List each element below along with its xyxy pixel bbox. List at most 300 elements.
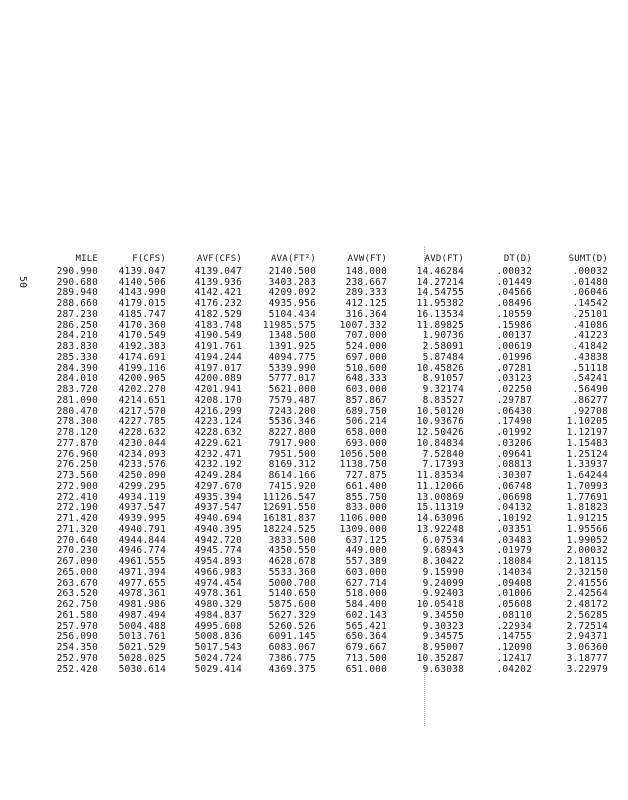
cell-cumulative-time: .56490 — [572, 384, 608, 395]
cell-avg-area: 4935.956 — [268, 298, 316, 309]
cell-mile: 270.230 — [56, 545, 98, 557]
cell-travel-time: .04566 — [496, 287, 532, 299]
cell-travel-time: .09641 — [496, 448, 532, 460]
cell-travel-time: .01996 — [496, 351, 532, 363]
cell-cumulative-time: 1.91215 — [566, 513, 608, 524]
cell-avg-width: 661.400 — [345, 480, 387, 492]
cell-avg-width: 518.000 — [345, 588, 387, 600]
cell-avg-area: 7951.500 — [268, 448, 316, 460]
cell-avg-area: 5104.434 — [268, 308, 316, 320]
cell-avg-depth: 10.05418 — [416, 599, 464, 610]
cell-avg-flow: 4208.170 — [194, 394, 242, 406]
cell-avg-depth: 14.46284 — [416, 265, 464, 277]
cell-travel-time: .06748 — [496, 480, 532, 492]
cell-avg-width: 651.000 — [345, 663, 387, 675]
cell-flow: 4170.360 — [118, 319, 166, 331]
cell-travel-time: .09408 — [496, 577, 532, 589]
cell-flow: 4971.394 — [118, 566, 166, 578]
cell-mile: 276.960 — [56, 448, 98, 460]
cell-avg-flow: 4182.529 — [194, 308, 242, 320]
cell-avg-width: 1056.500 — [339, 448, 387, 460]
cell-avg-flow: 4201.941 — [194, 384, 242, 395]
cell-avg-width: 449.000 — [345, 545, 387, 557]
cell-travel-time: .06430 — [496, 405, 532, 417]
cell-avg-area: 5536.346 — [268, 416, 316, 428]
cell-avg-depth: 15.11319 — [416, 502, 464, 514]
cell-travel-time: .03206 — [496, 437, 532, 449]
cell-flow: 4227.785 — [118, 416, 166, 428]
cell-travel-time: .01006 — [496, 588, 532, 600]
cell-travel-time: .10192 — [496, 513, 532, 524]
cell-flow: 4977.655 — [118, 577, 166, 589]
cell-avg-depth: 10.93676 — [416, 416, 464, 428]
cell-flow: 4217.570 — [118, 405, 166, 417]
cell-avg-flow: 4191.761 — [194, 341, 242, 352]
cell-travel-time: .12090 — [496, 642, 532, 653]
cell-flow: 5013.761 — [118, 631, 166, 643]
cell-avg-depth: 7.17393 — [422, 459, 464, 471]
cell-avg-flow: 4954.893 — [194, 556, 242, 567]
cell-flow: 5030.614 — [118, 663, 166, 675]
cell-travel-time: .03483 — [496, 534, 532, 546]
cell-avg-area: 8169.312 — [268, 459, 316, 471]
cell-avg-depth: 13.92248 — [416, 523, 464, 535]
cell-avg-width: 506.214 — [345, 416, 387, 428]
cell-flow: 4192.383 — [118, 341, 166, 352]
cell-avg-depth: 2.58091 — [422, 341, 464, 352]
cell-flow: 4939.995 — [118, 513, 166, 524]
cell-flow: 4940.791 — [118, 523, 166, 535]
cell-avg-area: 4628.678 — [268, 556, 316, 567]
cell-mile: 283.720 — [56, 384, 98, 395]
header-mile: MILE — [75, 254, 98, 264]
cell-flow: 4230.044 — [118, 437, 166, 449]
cell-avg-width: 603.000 — [345, 384, 387, 395]
cell-avg-width: 679.667 — [345, 642, 387, 653]
cell-avg-width: 524.000 — [345, 341, 387, 352]
cell-avg-flow: 4980.329 — [194, 599, 242, 610]
cell-avg-width: 855.750 — [345, 491, 387, 503]
cell-flow: 4202.270 — [118, 384, 166, 395]
cell-travel-time: .22934 — [496, 620, 532, 632]
cell-travel-time: .08813 — [496, 459, 532, 471]
cell-avg-depth: 1.90736 — [422, 330, 464, 342]
cell-travel-time: .00032 — [496, 265, 532, 277]
cell-avg-width: 1106.000 — [339, 513, 387, 524]
cell-mile: 254.350 — [56, 642, 98, 653]
cell-mile: 271.420 — [56, 513, 98, 524]
cell-avg-width: 1138.750 — [339, 459, 387, 471]
cell-mile: 290.680 — [56, 276, 98, 288]
cell-avg-area: 2140.500 — [268, 265, 316, 277]
cell-avg-depth: 8.91057 — [422, 373, 464, 385]
cell-avg-flow: 4942.720 — [194, 534, 242, 546]
cell-mile: 252.970 — [56, 652, 98, 664]
cell-cumulative-time: .54241 — [572, 373, 608, 385]
cell-avg-depth: 11.89825 — [416, 319, 464, 331]
cell-avg-flow: 4197.017 — [194, 362, 242, 374]
cell-avg-width: 689.750 — [345, 405, 387, 417]
cell-mile: 286.250 — [56, 319, 98, 331]
cell-travel-time: .14755 — [496, 631, 532, 643]
cell-avg-depth: 14.63096 — [416, 513, 464, 524]
cell-avg-width: 693.000 — [345, 437, 387, 449]
cell-avg-area: 5000.700 — [268, 577, 316, 589]
cell-avg-area: 8227.800 — [268, 427, 316, 438]
cell-travel-time: .17490 — [496, 416, 532, 428]
cell-avg-width: 289.333 — [345, 287, 387, 299]
cell-cumulative-time: 2.32150 — [566, 566, 608, 578]
cell-avg-area: 12691.550 — [262, 502, 316, 514]
cell-avg-depth: 9.24099 — [422, 577, 464, 589]
cell-avg-width: 707.000 — [345, 330, 387, 342]
cell-mile: 272.190 — [56, 502, 98, 514]
cell-mile: 283.830 — [56, 341, 98, 352]
cell-avg-area: 7386.775 — [268, 652, 316, 664]
cell-avg-area: 5777.017 — [268, 373, 316, 385]
cell-mile: 252.420 — [56, 663, 98, 675]
cell-cumulative-time: 2.41556 — [566, 577, 608, 589]
cell-mile: 277.870 — [56, 437, 98, 449]
cell-cumulative-time: 2.42564 — [566, 588, 608, 600]
cell-avg-depth: 5.87484 — [422, 351, 464, 363]
cell-avg-flow: 4249.284 — [194, 470, 242, 481]
cell-avg-flow: 4978.361 — [194, 588, 242, 600]
cell-cumulative-time: 1.12197 — [566, 427, 608, 438]
cell-mile: 285.330 — [56, 351, 98, 363]
cell-mile: 261.580 — [56, 609, 98, 621]
cell-travel-time: .18084 — [496, 556, 532, 567]
cell-avg-area: 7415.920 — [268, 480, 316, 492]
cell-avg-flow: 5008.836 — [194, 631, 242, 643]
cell-cumulative-time: 1.10205 — [566, 416, 608, 428]
cell-avg-area: 7243.200 — [268, 405, 316, 417]
cell-cumulative-time: 1.25124 — [566, 448, 608, 460]
header-avg-area: AVA(FT²) — [271, 254, 316, 264]
cell-avg-area: 5260.526 — [268, 620, 316, 632]
cell-cumulative-time: .41842 — [572, 341, 608, 352]
cell-avg-width: 565.421 — [345, 620, 387, 632]
cell-avg-depth: 9.92403 — [422, 588, 464, 600]
cell-avg-depth: 11.83534 — [416, 470, 464, 481]
cell-cumulative-time: .00032 — [572, 265, 608, 277]
cell-mile: 276.250 — [56, 459, 98, 471]
cell-travel-time: .00137 — [496, 330, 532, 342]
cell-flow: 4143.990 — [118, 287, 166, 299]
cell-travel-time: .29787 — [496, 394, 532, 406]
cell-avg-width: 697.000 — [345, 351, 387, 363]
cell-avg-width: 658.000 — [345, 427, 387, 438]
cell-avg-flow: 4216.299 — [194, 405, 242, 417]
cell-flow: 4987.494 — [118, 609, 166, 621]
cell-mile: 284.210 — [56, 330, 98, 342]
cell-avg-depth: 14.27214 — [416, 276, 464, 288]
cell-avg-width: 857.867 — [345, 394, 387, 406]
cell-avg-depth: 8.83527 — [422, 394, 464, 406]
cell-cumulative-time: .25101 — [572, 308, 608, 320]
cell-flow: 4299.295 — [118, 480, 166, 492]
cell-cumulative-time: 2.48172 — [566, 599, 608, 610]
cell-avg-flow: 4232.192 — [194, 459, 242, 471]
cell-avg-depth: 14.54755 — [416, 287, 464, 299]
cell-travel-time: .10559 — [496, 308, 532, 320]
cell-travel-time: .06698 — [496, 491, 532, 503]
cell-avg-flow: 4940.694 — [194, 513, 242, 524]
cell-cumulative-time: 1.70993 — [566, 480, 608, 492]
cell-avg-flow: 5024.724 — [194, 652, 242, 664]
cell-avg-width: 602.143 — [345, 609, 387, 621]
cell-flow: 4185.747 — [118, 308, 166, 320]
cell-avg-depth: 10.84834 — [416, 437, 464, 449]
cell-avg-depth: 7.52840 — [422, 448, 464, 460]
cell-mile: 256.090 — [56, 631, 98, 643]
cell-avg-flow: 4937.547 — [194, 502, 242, 514]
cell-avg-area: 4209.092 — [268, 287, 316, 299]
cell-avg-flow: 4229.621 — [194, 437, 242, 449]
cell-travel-time: .01992 — [496, 427, 532, 438]
cell-travel-time: .01449 — [496, 276, 532, 288]
cell-avg-flow: 4984.837 — [194, 609, 242, 621]
cell-flow: 4200.905 — [118, 373, 166, 385]
cell-travel-time: .02250 — [496, 384, 532, 395]
cell-avg-width: 1309.000 — [339, 523, 387, 535]
cell-flow: 4139.047 — [118, 265, 166, 277]
cell-avg-width: 148.000 — [345, 265, 387, 277]
cell-cumulative-time: .43838 — [572, 351, 608, 363]
cell-cumulative-time: .86277 — [572, 394, 608, 406]
cell-avg-area: 6083.067 — [268, 642, 316, 653]
cell-mile: 281.090 — [56, 394, 98, 406]
cell-avg-depth: 10.35287 — [416, 652, 464, 664]
cell-avg-area: 5140.650 — [268, 588, 316, 600]
cell-flow: 5021.529 — [118, 642, 166, 653]
cell-flow: 4214.651 — [118, 394, 166, 406]
cell-avg-flow: 4966.983 — [194, 566, 242, 578]
cell-cumulative-time: 2.72514 — [566, 620, 608, 632]
cell-travel-time: .08110 — [496, 609, 532, 621]
cell-flow: 4233.576 — [118, 459, 166, 471]
cell-mile: 263.520 — [56, 588, 98, 600]
cell-flow: 4981.986 — [118, 599, 166, 610]
cell-avg-width: 557.389 — [345, 556, 387, 567]
cell-avg-width: 648.333 — [345, 373, 387, 385]
cell-avg-depth: 12.50426 — [416, 427, 464, 438]
cell-cumulative-time: 1.33937 — [566, 459, 608, 471]
cell-avg-width: 833.000 — [345, 502, 387, 514]
cell-avg-depth: 16.13534 — [416, 308, 464, 320]
cell-travel-time: .05608 — [496, 599, 532, 610]
cell-avg-depth: 11.12066 — [416, 480, 464, 492]
cell-flow: 4174.691 — [118, 351, 166, 363]
cell-avg-area: 16181.837 — [262, 513, 316, 524]
cell-avg-flow: 4183.748 — [194, 319, 242, 331]
cell-flow: 5004.488 — [118, 620, 166, 632]
cell-cumulative-time: .14542 — [572, 298, 608, 309]
cell-cumulative-time: .06046 — [572, 287, 608, 299]
cell-flow: 4234.093 — [118, 448, 166, 460]
cell-avg-width: 650.364 — [345, 631, 387, 643]
cell-avg-area: 5875.600 — [268, 599, 316, 610]
cell-mile: 263.670 — [56, 577, 98, 589]
header-avg-flow: AVF(CFS) — [197, 254, 242, 264]
cell-mile: 262.750 — [56, 599, 98, 610]
cell-cumulative-time: 3.06360 — [566, 642, 608, 653]
cell-mile: 265.000 — [56, 566, 98, 578]
cell-flow: 4170.549 — [118, 330, 166, 342]
cell-travel-time: .15986 — [496, 319, 532, 331]
cell-flow: 4179.015 — [118, 298, 166, 309]
cell-mile: 287.230 — [56, 308, 98, 320]
cell-cumulative-time: .92708 — [572, 405, 608, 417]
cell-travel-time: .00619 — [496, 341, 532, 352]
cell-cumulative-time: 1.81823 — [566, 502, 608, 514]
cell-cumulative-time: 2.00032 — [566, 545, 608, 557]
cell-mile: 290.990 — [56, 265, 98, 277]
cell-travel-time: .08496 — [496, 298, 532, 309]
cell-mile: 267.090 — [56, 556, 98, 567]
cell-cumulative-time: .01480 — [572, 276, 608, 288]
cell-avg-flow: 4995.608 — [194, 620, 242, 632]
cell-mile: 278.120 — [56, 427, 98, 438]
cell-travel-time: .30307 — [496, 470, 532, 481]
cell-avg-width: 727.875 — [345, 470, 387, 481]
cell-avg-depth: 9.63038 — [422, 663, 464, 675]
cell-avg-width: 584.400 — [345, 599, 387, 610]
cell-avg-flow: 4297.670 — [194, 480, 242, 492]
cell-cumulative-time: .51118 — [572, 362, 608, 374]
header-cumulative-time: SUMT(D) — [568, 254, 608, 264]
cell-avg-flow: 4176.232 — [194, 298, 242, 309]
cell-avg-depth: 9.34550 — [422, 609, 464, 621]
cell-avg-width: 412.125 — [345, 298, 387, 309]
cell-avg-area: 11126.547 — [262, 491, 316, 503]
cell-avg-area: 5339.990 — [268, 362, 316, 374]
cell-cumulative-time: 2.18115 — [566, 556, 608, 567]
cell-avg-area: 5533.360 — [268, 566, 316, 578]
cell-avg-depth: 8.30422 — [422, 556, 464, 567]
cell-avg-depth: 8.95007 — [422, 642, 464, 653]
cell-avg-flow: 4194.244 — [194, 351, 242, 363]
cell-mile: 278.300 — [56, 416, 98, 428]
cell-cumulative-time: .41086 — [572, 319, 608, 331]
cell-cumulative-time: 1.77691 — [566, 491, 608, 503]
cell-flow: 4250.090 — [118, 470, 166, 481]
cell-cumulative-time: 3.22979 — [566, 663, 608, 675]
cell-avg-area: 3403.283 — [268, 276, 316, 288]
cell-travel-time: .04202 — [496, 663, 532, 675]
cell-mile: 280.470 — [56, 405, 98, 417]
cell-avg-area: 1348.500 — [268, 330, 316, 342]
cell-flow: 4228.632 — [118, 427, 166, 438]
cell-mile: 289.940 — [56, 287, 98, 299]
page-margin-number: 50 — [17, 276, 28, 289]
cell-cumulative-time: .41223 — [572, 330, 608, 342]
cell-cumulative-time: 1.15483 — [566, 437, 608, 449]
cell-mile: 273.560 — [56, 470, 98, 481]
cell-avg-area: 3833.500 — [268, 534, 316, 546]
cell-mile: 257.970 — [56, 620, 98, 632]
cell-travel-time: .04132 — [496, 502, 532, 514]
cell-avg-area: 5627.329 — [268, 609, 316, 621]
cell-avg-flow: 4200.089 — [194, 373, 242, 385]
cell-avg-depth: 10.45826 — [416, 362, 464, 374]
cell-avg-area: 7579.487 — [268, 394, 316, 406]
header-avg-depth: AVD(FT) — [424, 254, 464, 264]
cell-avg-depth: 11.95382 — [416, 298, 464, 309]
cell-avg-flow: 5017.543 — [194, 642, 242, 653]
cell-avg-width: 603.000 — [345, 566, 387, 578]
cell-avg-flow: 4974.454 — [194, 577, 242, 589]
cell-avg-area: 4350.550 — [268, 545, 316, 557]
cell-avg-depth: 6.07534 — [422, 534, 464, 546]
cell-avg-flow: 4142.421 — [194, 287, 242, 299]
cell-avg-area: 4369.375 — [268, 663, 316, 675]
cell-cumulative-time: 3.18777 — [566, 652, 608, 664]
cell-avg-width: 713.500 — [345, 652, 387, 664]
cell-mile: 288.660 — [56, 298, 98, 309]
cell-travel-time: .12417 — [496, 652, 532, 664]
cell-mile: 271.320 — [56, 523, 98, 535]
cell-avg-depth: 13.00869 — [416, 491, 464, 503]
cell-flow: 4961.555 — [118, 556, 166, 567]
cell-travel-time: .03123 — [496, 373, 532, 385]
cell-avg-flow: 4232.471 — [194, 448, 242, 460]
cell-flow: 4946.774 — [118, 545, 166, 557]
cell-avg-width: 510.600 — [345, 362, 387, 374]
cell-avg-area: 5621.000 — [268, 384, 316, 395]
cell-mile: 272.410 — [56, 491, 98, 503]
cell-mile: 272.900 — [56, 480, 98, 492]
cell-avg-depth: 9.30323 — [422, 620, 464, 632]
cell-flow: 4937.547 — [118, 502, 166, 514]
cell-avg-width: 627.714 — [345, 577, 387, 589]
cell-avg-flow: 4139.936 — [194, 276, 242, 288]
cell-flow: 4199.116 — [118, 362, 166, 374]
cell-avg-flow: 4945.774 — [194, 545, 242, 557]
cell-flow: 4140.506 — [118, 276, 166, 288]
cell-avg-area: 11985.575 — [262, 319, 316, 331]
cell-cumulative-time: 2.94371 — [566, 631, 608, 643]
cell-avg-flow: 4940.395 — [194, 523, 242, 535]
cell-travel-time: .01979 — [496, 545, 532, 557]
cell-avg-depth: 9.34575 — [422, 631, 464, 643]
cell-avg-flow: 4228.632 — [194, 427, 242, 438]
cell-avg-area: 4094.775 — [268, 351, 316, 363]
cell-avg-flow: 4223.124 — [194, 416, 242, 428]
cell-mile: 284.390 — [56, 362, 98, 374]
cell-flow: 4934.119 — [118, 491, 166, 503]
cell-mile: 284.010 — [56, 373, 98, 385]
cell-avg-flow: 4139.047 — [194, 265, 242, 277]
cell-avg-width: 1007.332 — [339, 319, 387, 331]
cell-avg-area: 6091.145 — [268, 631, 316, 643]
cell-mile: 270.640 — [56, 534, 98, 546]
cell-flow: 4978.361 — [118, 588, 166, 600]
header-avg-width: AVW(FT) — [347, 254, 387, 264]
header-flow: F(CFS) — [132, 254, 166, 264]
cell-avg-flow: 5029.414 — [194, 663, 242, 675]
cell-cumulative-time: 1.64244 — [566, 470, 608, 481]
cell-avg-width: 637.125 — [345, 534, 387, 546]
cell-avg-width: 238.667 — [345, 276, 387, 288]
cell-avg-area: 7917.900 — [268, 437, 316, 449]
cell-avg-area: 1391.925 — [268, 341, 316, 352]
header-travel-time: DT(D) — [503, 254, 532, 264]
cell-avg-width: 316.364 — [345, 308, 387, 320]
cell-cumulative-time: 1.99052 — [566, 534, 608, 546]
cell-cumulative-time: 2.56285 — [566, 609, 608, 621]
cell-avg-flow: 4190.549 — [194, 330, 242, 342]
